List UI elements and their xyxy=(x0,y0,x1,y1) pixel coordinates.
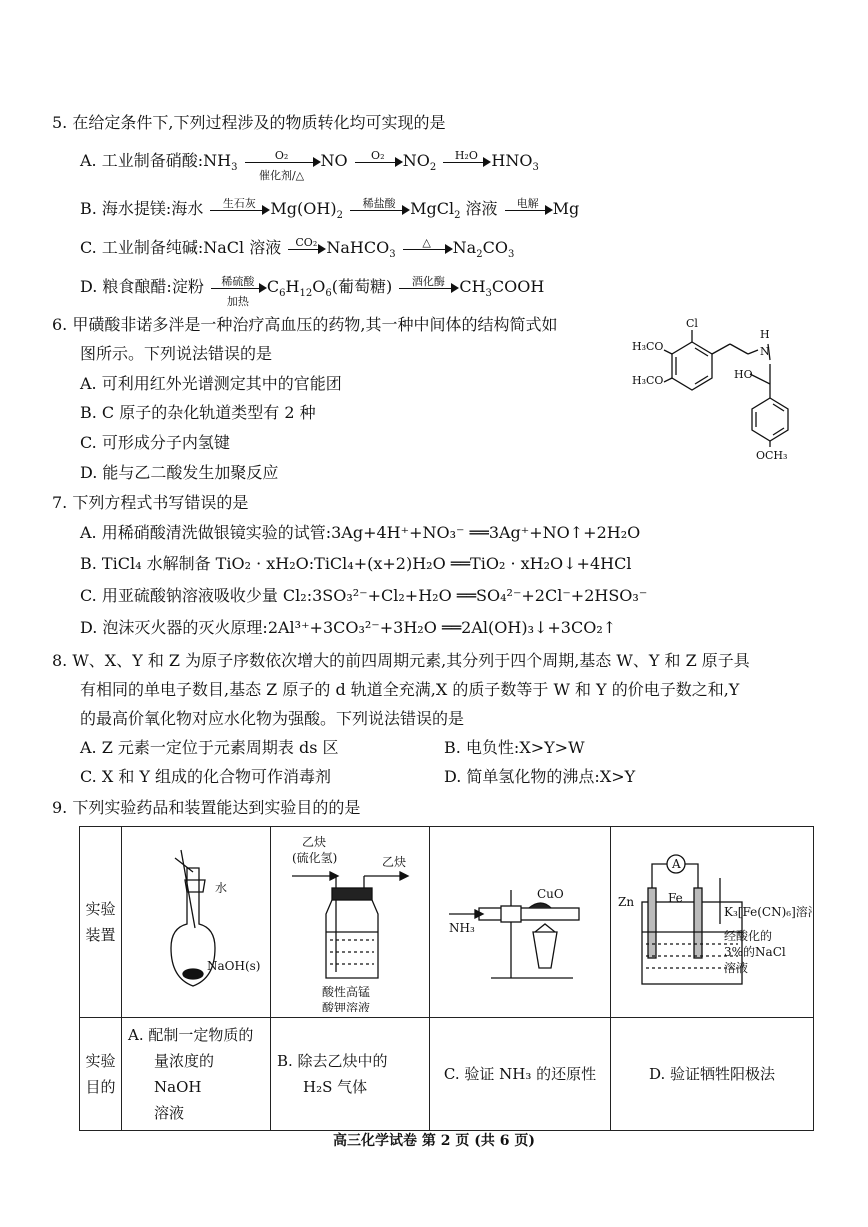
svg-text:N: N xyxy=(760,345,770,358)
svg-text:HO: HO xyxy=(734,368,753,381)
svg-text:水: 水 xyxy=(215,881,228,895)
svg-text:3%的NaCl: 3%的NaCl xyxy=(724,945,786,959)
tube-heating-diagram xyxy=(431,828,609,1012)
svg-text:Fe: Fe xyxy=(668,891,683,905)
purpose-b: B. 除去乙炔中的 H₂S 气体 xyxy=(271,1018,430,1131)
gas-washing-bottle-diagram xyxy=(272,828,428,1012)
svg-text:酸钾溶液: 酸钾溶液 xyxy=(322,1001,371,1012)
volumetric-flask-diagram xyxy=(123,828,269,1012)
svg-text:OCH₃: OCH₃ xyxy=(756,449,788,462)
q7-option-a: A. 用稀硝酸清洗做银镜实验的试管:3Ag+4H⁺+NO₃⁻ ══3Ag⁺+NO↑+2H₂O xyxy=(80,523,641,542)
purpose-d: D. 验证牺牲阳极法 xyxy=(611,1018,814,1131)
molecular-structure xyxy=(630,312,830,462)
svg-text:Zn: Zn xyxy=(618,895,635,909)
apparatus-a xyxy=(122,827,271,1018)
q7-option-d: D. 泡沫灭火器的灭火原理:2Al³⁺+3CO₃²⁻+3H₂O ══2Al(OH)₃↓+3CO₂↑ xyxy=(80,618,617,637)
q8-option-d: D. 简单氢化物的沸点:X>Y xyxy=(444,767,636,786)
apparatus-row xyxy=(80,827,814,1018)
svg-text:乙炔: 乙炔 xyxy=(382,855,407,869)
q7-stem: 7. 下列方程式书写错误的是 xyxy=(52,493,249,512)
page-footer: 高三化学试卷 第 2 页 (共 6 页) xyxy=(333,1133,535,1149)
q5-option-c: C. 工业制备纯碱:NaCl 溶液 CO₂ NaHCO$_3$ △ $Na_2CO_3$ xyxy=(80,235,515,261)
svg-text:经酸化的: 经酸化的 xyxy=(724,929,773,943)
purpose-row xyxy=(80,1018,814,1131)
q6-option-c: C. 可形成分子内氢键 xyxy=(80,433,230,452)
experiment-table xyxy=(79,826,814,1131)
q8-stem-line3: 的最高价氧化物对应水化物为强酸。下列说法错误的是 xyxy=(80,709,465,728)
q7-option-b: B. TiCl₄ 水解制备 TiO₂ · xH₂O:TiCl₄+(x+2)H₂O ══TiO₂ · xH₂O↓+4HCl xyxy=(80,554,632,573)
svg-text:H₃CO: H₃CO xyxy=(632,374,664,387)
svg-text:CuO: CuO xyxy=(537,887,564,901)
q6-option-a: A. 可利用红外光谱测定其中的官能团 xyxy=(80,374,342,393)
q5-option-d: D. 粮食酿醋:淀粉 稀硫酸 加热 $C_6H_{12}O_6$(葡萄糖) 酒化酶 $CH_3COOH$ xyxy=(80,274,545,308)
svg-text:H₃CO: H₃CO xyxy=(632,340,664,353)
q7-option-c: C. 用亚硫酸钠溶液吸收少量 Cl₂:3SO₃²⁻+Cl₂+H₂O ══SO₄²⁻+2Cl⁻+2HSO₃⁻ xyxy=(80,586,648,605)
svg-text:H: H xyxy=(760,328,770,341)
svg-text:NaOH(s): NaOH(s) xyxy=(207,959,261,973)
q8-stem-line2: 有相同的单电子数目,基态 Z 原子的 d 轨道全充满,X 的质子数等于 W 和 Y 的价电子数之和,Y xyxy=(80,680,740,699)
q8-stem-line1: 8. W、X、Y 和 Z 为原子序数依次增大的前四周期元素,其分列于四个周期,基态 W、Y 和 Z 原子具 xyxy=(52,651,750,670)
purpose-c: C. 验证 NH₃ 的还原性 xyxy=(430,1018,611,1131)
apparatus-b xyxy=(271,827,430,1018)
svg-text:(硫化氢): (硫化氢) xyxy=(292,851,338,865)
q8-option-b: B. 电负性:X>Y>W xyxy=(444,738,585,757)
q6-stem-line1: 6. 甲磺酸非诺多泮是一种治疗高血压的药物,其一种中间体的结构简式如 xyxy=(52,315,558,334)
svg-text:K₃[Fe(CN)₆]溶液: K₃[Fe(CN)₆]溶液 xyxy=(724,905,812,919)
row-header-apparatus: 实验 装置 xyxy=(80,827,122,1018)
svg-text:溶液: 溶液 xyxy=(724,961,749,975)
q5-option-b: B. 海水提镁:海水 生石灰 $Mg(OH)_2$ 稀盐酸 MgCl$_2$ 溶液 电解 Mg xyxy=(80,196,580,222)
row-header-purpose: 实验 目的 xyxy=(80,1018,122,1131)
q6-option-b: B. C 原子的杂化轨道类型有 2 种 xyxy=(80,403,316,422)
svg-text:酸性高锰: 酸性高锰 xyxy=(322,985,371,999)
q6-stem-line2: 图所示。下列说法错误的是 xyxy=(80,344,273,363)
q8-option-c: C. X 和 Y 组成的化合物可作消毒剂 xyxy=(80,767,332,786)
electrochemical-cell-diagram xyxy=(612,828,812,1012)
q8-option-a: A. Z 元素一定位于元素周期表 ds 区 xyxy=(80,738,339,757)
purpose-a: A. 配制一定物质的 量浓度的 NaOH 溶液 xyxy=(122,1018,271,1131)
q9-stem: 9. 下列实验药品和装置能达到实验目的的是 xyxy=(52,798,361,817)
q5-option-a: A. 工业制备硝酸$:NH_3$ O₂ 催化剂/△ NO O₂ $NO_2$ H₂O $HNO_3$ xyxy=(80,148,539,182)
apparatus-c xyxy=(430,827,611,1018)
q5-stem: 5. 在给定条件下,下列过程涉及的物质转化均可实现的是 xyxy=(52,113,446,132)
svg-text:Cl: Cl xyxy=(686,317,698,330)
svg-text:A: A xyxy=(672,857,681,871)
apparatus-d xyxy=(611,827,814,1018)
svg-text:NH₃: NH₃ xyxy=(449,921,475,935)
svg-text:乙炔: 乙炔 xyxy=(302,835,327,849)
q6-option-d: D. 能与乙二酸发生加聚反应 xyxy=(80,463,279,482)
